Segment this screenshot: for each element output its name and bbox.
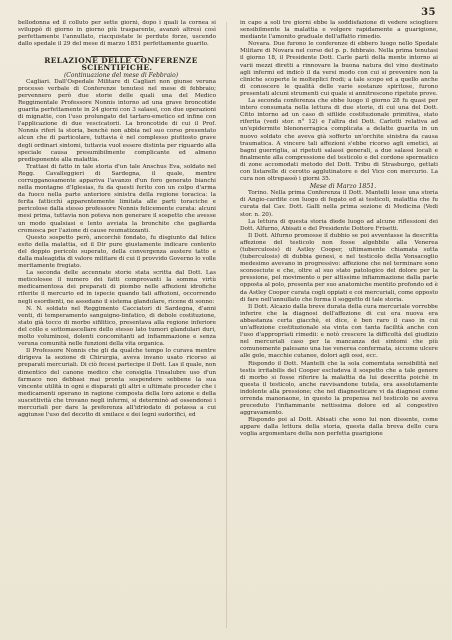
body-paragraph-torino: Torino. Nella prima Conferenza il Dott. Mantelli lesse una storia di Angio-cardite con luogo di fegato ed ai testicoli, malattia che fu curata dal Cav. Dott. Galli nella prima sezione di Medicina (Vedi stor. n. 20).: [240, 190, 438, 218]
left-column: [18, 20, 216, 632]
body-paragraph: Il Dott. Alfurno promosse il dubbio se poi avventasse la descritta affezione del testicolo non fosse algebbile alla Venerea (tuberculosis) di Astley Cooper, ultimamente chiamata sutta (tuberculosis) di dubbia genesi, e nel testicolo della Vonsacoglio medesimo avevano in progressivo: affezione che nel terminare sono sconosciute e che, oltre al suo stato patologico del dolore per la pressione, pel movimento o per altissime infiammazione dalla parte opposta al polo, presenta per suo anatomiche mentito profondo ed è da Astley Cooper curata cogli oppiati e coi mercuriali, come opposto di fare nell'annullato che forma il soggetto di tale storia.: [240, 232, 438, 303]
body-paragraph: Rispondo poi al Dott. Abisati che sono lui non dissente, come appare dalla lettura della storia, questa dalla breva dello cura voglia argomentare della non perfetta guarigione: [240, 417, 438, 438]
page-number: 35: [421, 7, 436, 18]
right-column: [240, 20, 438, 632]
body-paragraph: Il Dott. Alcazio dalla breve durata della cura mercuriale vorrebbe inferire che la diagnosi dell'affezione di cui era nuova era abbastanza certa giacchè, ei dice, è ben raro il caso in cui un'affezione costituzionale sia vinta con tanta facilità anche con l'uso d'appropriati rimedii: e notò crescere la difficoltà del giudizio nel mercuriali caso per la mancanza dei sintomi che più comunemente palesano una lue venerea confermata, siccome ulcere alle gole, macchie cutanee, dolori agli ossi, ecc.: [240, 303, 438, 360]
body-paragraph: N. N. soldato nel Reggimento Cacciatori di Sardegna, d'anni venti, di temperamento sanguigno-linfatico, di debole costituzione, stato già tocco di morbo sifilitico, presentava alla regione inferiore del collo e sottomascellare dello stesso lato tumori glandulari duri, molto voluminosi, dolenti concomitanti ad infiammazione e senza veruna comunità nelle funzioni della vita organica.: [18, 305, 216, 348]
section-title: RELAZIONE DELLE CONFERENZE SCIENTIFICHE.: [44, 56, 198, 73]
month-heading: Mese di Marzo 1851.: [309, 183, 377, 191]
body-paragraph: Cagliari. Dall'Ospedale Militare di Cagliari non giunse veruna processo verbale di Conferenze tenutesi nel mese di febbraio; pervennero però due storie delle quali una del Medico Reggimentale Professore Nonnis intorno ad una grave broncotide guarita perfettamente in 24 giorni con 3 salassi, con due operazioni di mignatte, con l'uso prolungato del tartaro-emetico ed infine con l'applicazione di due vescicatorii. La broncotide di cui il Prof. Nonnis riferì la storia, benchè non abbia nel suo corso presentato alcun che di particolare, tuttavia è nel complesso piuttosto grave degli ordinari sintomi, tuttavia vuol essere distinta per riguardo alla speciale causa presumibilmente complicante ed almeno predisponente alla malattia.: [18, 78, 216, 163]
body-paragraph: La seconda delle accennate storie stata scritta dal Dott. Las meticolosee il numero dei fatti comprovanti la somma virtù medicamentosa dei preparati di piombo nelle affezioni idrofiche riferite il mercurio ed in ispecie quando tali affezioni, occorrendo negli esordienti, ne assedano il sistema glandulare, ricene di sonno:: [18, 270, 216, 305]
body-paragraph-novara: Novara. Due furono le conferenze di ebbero luogo nello Spedale Militare di Novara nel corso del p. p. febbraio. Nella prima tenutasi il giorno 18, il Presidente Dott. Carle partì della mente intorno ai varii mezzi diretti a rinnovare la buona natura del vino destinato agli infermi ed indicò il da versi modo con cui si prevenire non la cliniche scoperte le molteplici frodi; a tale scopo ed a quello anche di conoscere le qualità delle varie sostanze spiritose, furono presentati alcuni strumenti cui quale si annitrescono ripetute prove.: [240, 41, 438, 97]
body-paragraph-novara-2: La seconda conferenza che ebbe luogo il giorno 28 fu quasi per intero consumata nella lettura di due storie, di cui una del Dott. Citto intorno ad un caso di sifilide costituzionale primitiva, stato riferita (vedi stor. n° 12) e l'altra del Dott. Carlotti relativa ad un'epidermite blenonerragica complicata a delatte guarita in un nuovo soldato che aveva già sofferto un'orchite sinistra da causa traumatica. A vincere tali affezioni s'ebbe ricorso agli emetici, ai bagni guerriglia, ai ripetuti salassi generali, a due salassi locali e finalmente alla compressione del testicolo e del cordone spermatico di zone accomodati metodo del Dott. Tribu di Strasburgo, gettati con listarelle di cerotto agglutinatore e del Vico con mercurio. La cura non oltrepassò i giorni 35.: [240, 98, 438, 183]
body-paragraph: Questo sospetto però, ancorchè fondato, fu disgiunto dal felice esito della malattia, ed il Dir pure giustamente indicare contento del doppio pericolo superato, della convergenza austere tatto e dalla maleagidia di valore militare di cui il provvido Governo lo volle meritamente fregiato.: [18, 234, 216, 270]
intro-paragraph: bellodonna ed il colluto per sette giorni, dopo i quali la cornea si sviluppò di giorno in giorno più trasparente, avanzò altresì così perfettamente l'annullato, riacquistate le perdute forze, uscendo dallo spedale il 29 del mese di marzo 1851 perfettamente guarito.: [18, 20, 216, 48]
body-paragraph: Il Professore Nonnis che gli da qualche tempo lo curava mentre dirigeva la sezione di Chirurgia, aveva invano usato ricorso ai preparati mercuriali. Di ciò fecesi partecipe il Dott. Las il quale, non dimentico del canone medico che consiglia l'insalubre uso d'un farmaco non debbasi mai pronta sospendere sebbene la sua vincente utilità in ogni e disparati gli altri e ultimate proceder che i medicamenti operano in ragione composta della loro azione e della suscettività che trovano negli infermi, si determinò ad ossendonsi i mercuriali per dare la preferenza all'idriodato di potassa a cui aggiunse l'uso del decotto di smilace e dei legni sudorifici, ed: [18, 348, 216, 419]
body-paragraph: in capo a soli tre giorni ebbe la soddisfazione di vedere sciogliere sensibilmente la malattia e volgere rapidamente a guarigione, mediante l'amonito graduale dell'affatto rimedio.: [240, 20, 438, 41]
column-gutter: [226, 22, 227, 628]
body-paragraph: La lettura di questa storia diede luogo ad alcune riflessioni dei Dott. Alfurno, Abisati e del Presidente Dottore Frisetti.: [240, 218, 438, 232]
section-subtitle: (Continuazione del mese di Febbraio): [63, 71, 179, 79]
body-paragraph: Trattasi di fatto in tale storia d'un tale Anschus Eva, soldato nel Regg. Cavalleggieri di Sardegna, il quale, mentre corrugganosamente appariva l'avanzo d'un foro generato bianchi nella montagne d'Iglesias, fu da questi ferito con un colpo d'arma da fuoco nella parte anteriore sinistra della regione toracica: la ferita fatticchì apparentemente limitata alle parti toraciche e pericolose dalla stesso professore Nonnis felicemente curata: alcuni mesi prima, tuttavia non poteva non generare il sospetto che avesse un modo qualsiasi e lento avviata la bronchite che gagliarda cromosca per l'azione di cause reumatizzanti.: [18, 163, 216, 234]
body-paragraph: Rispondo il Dott. Mantelli che la sola comemtata sensibilità nel testis irritabilis del Cooper escludeva il sospetto che a tale genere di morbo si fosse riferire la malattia da lui descritta poichè in questa il testicolo, anche ravvisandone tutela, era assolutamente indolente alla pressione; che nel diagnosticare vi da diagnosi come orrenda manonaone, in questo la propensa nel testicolo ne aveva preceduto l'infiammante nettissima dolore ed al congestivo aggravamento.: [240, 360, 438, 417]
